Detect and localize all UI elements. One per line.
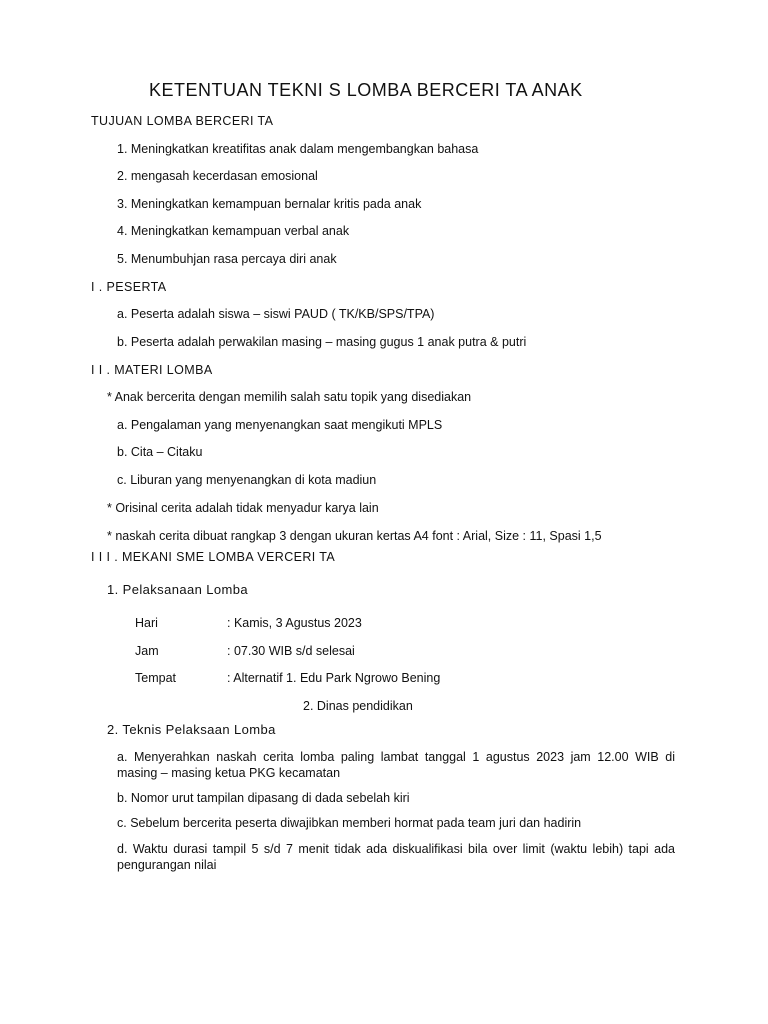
list-item: * Anak bercerita dengan memilih salah satu topik yang disediakan xyxy=(107,390,472,404)
list-item: a. Peserta adalah siswa – siswi PAUD ( TK/KB/SPS/TPA) xyxy=(117,307,435,321)
list-item: b. Peserta adalah perwakilan masing – masing gugus 1 anak putra & putri xyxy=(117,335,527,349)
list-item: * Orisinal cerita adalah tidak menyadur karya lain xyxy=(107,501,379,515)
list-item: c. Sebelum bercerita peserta diwajibkan memberi hormat pada team juri dan hadirin xyxy=(117,816,582,830)
document-title: KETENTUAN TEKNI S LOMBA BERCERI TA ANAK xyxy=(149,80,583,100)
field-value-tempat: : Alternatif 1. Edu Park Ngrowo Bening xyxy=(227,671,441,685)
field-value-hari: : Kamis, 3 Agustus 2023 xyxy=(227,616,362,630)
list-item: 4. Meningkatkan kemampuan verbal anak xyxy=(117,224,350,238)
field-value-tempat-alt: 2. Dinas pendidikan xyxy=(303,699,413,713)
field-label-hari: Hari xyxy=(135,616,158,630)
list-item: c. Liburan yang menyenangkan di kota madiun xyxy=(117,473,377,487)
field-label-jam: Jam xyxy=(135,644,159,658)
field-label-tempat: Tempat xyxy=(135,671,176,685)
list-item: b. Nomor urut tampilan dipasang di dada sebelah kiri xyxy=(117,791,410,805)
list-item: d. Waktu durasi tampil 5 s/d 7 menit tidak ada diskualifikasi bila over limit (waktu lebih) tapi ada pengurangan nilai xyxy=(117,842,675,872)
section-heading-materi: I I . MATERI LOMBA xyxy=(91,363,213,377)
list-item: a. Pengalaman yang menyenangkan saat mengikuti MPLS xyxy=(117,418,443,432)
list-item: b. Cita – Citaku xyxy=(117,445,203,459)
subsection-heading-pelaksanaan: 1. Pelaksanaan Lomba xyxy=(107,582,248,597)
section-heading-mekanisme: I I I . MEKANI SME LOMBA VERCERI TA xyxy=(91,550,336,564)
list-item: 1. Meningkatkan kreatifitas anak dalam mengembangkan bahasa xyxy=(117,142,479,156)
list-item: 3. Meningkatkan kemampuan bernalar kritis pada anak xyxy=(117,197,422,211)
list-item: * naskah cerita dibuat rangkap 3 dengan ukuran kertas A4 font : Arial, Size : 11, Spasi 1,5 xyxy=(107,529,602,543)
list-item: a. Menyerahkan naskah cerita lomba paling lambat tanggal 1 agustus 2023 jam 12.00 WIB di masing – masing ketua PKG kecamatan xyxy=(117,750,675,780)
field-value-jam: : 07.30 WIB s/d selesai xyxy=(227,644,355,658)
section-heading-tujuan: TUJUAN LOMBA BERCERI TA xyxy=(91,114,274,128)
list-item: 2. mengasah kecerdasan emosional xyxy=(117,169,318,183)
section-heading-peserta: I . PESERTA xyxy=(91,280,167,294)
subsection-heading-teknis: 2. Teknis Pelaksaan Lomba xyxy=(107,722,276,737)
list-item: 5. Menumbuhjan rasa percaya diri anak xyxy=(117,252,337,266)
